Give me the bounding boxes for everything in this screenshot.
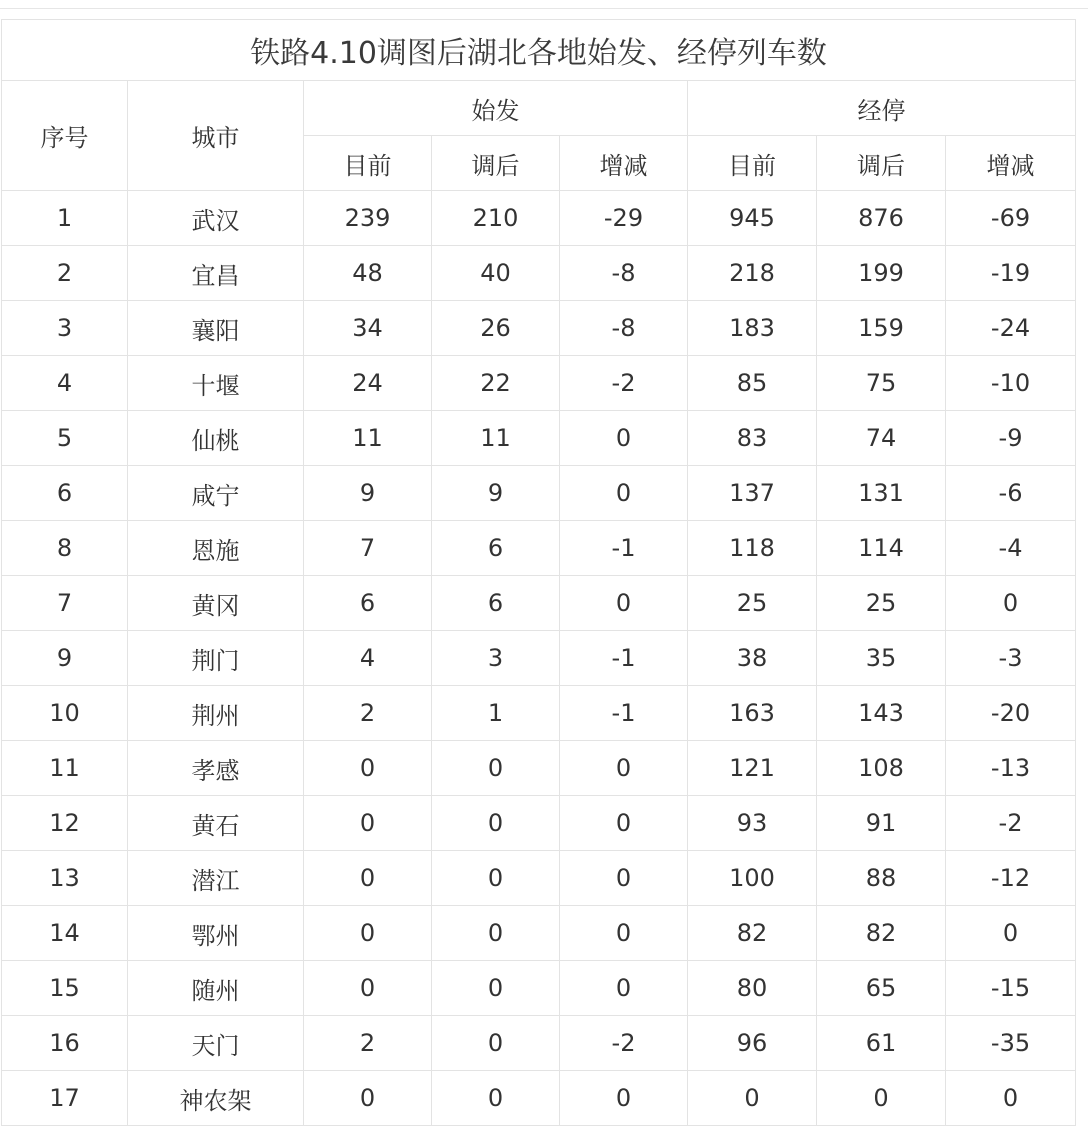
header-origin-current: 目前	[304, 136, 432, 191]
header-stop-current: 目前	[688, 136, 817, 191]
cell-origin-after: 3	[432, 631, 560, 686]
cell-city: 襄阳	[128, 301, 304, 356]
cell-stop-current: 96	[688, 1016, 817, 1071]
table-row	[2, 741, 1076, 796]
table-row	[2, 796, 1076, 851]
header-group-stop: 经停	[688, 81, 1076, 136]
cell-origin-change: -1	[560, 521, 688, 576]
cell-origin-current: 239	[304, 191, 432, 246]
cell-city: 鄂州	[128, 906, 304, 961]
table-row	[2, 631, 1076, 686]
cell-index: 16	[2, 1016, 128, 1071]
cell-origin-change: 0	[560, 411, 688, 466]
cell-origin-current: 2	[304, 686, 432, 741]
cell-origin-after: 6	[432, 576, 560, 631]
cell-origin-current: 0	[304, 741, 432, 796]
cell-stop-current: 183	[688, 301, 817, 356]
cell-city: 神农架	[128, 1071, 304, 1126]
cell-stop-change: -24	[946, 301, 1076, 356]
cell-city: 潜江	[128, 851, 304, 906]
cell-index: 8	[2, 521, 128, 576]
cell-stop-after: 35	[817, 631, 946, 686]
cell-stop-current: 38	[688, 631, 817, 686]
cell-stop-after: 114	[817, 521, 946, 576]
cell-origin-after: 6	[432, 521, 560, 576]
cell-stop-after: 199	[817, 246, 946, 301]
cell-origin-change: -1	[560, 686, 688, 741]
cell-origin-after: 210	[432, 191, 560, 246]
cell-stop-change: -4	[946, 521, 1076, 576]
cell-origin-change: 0	[560, 851, 688, 906]
cell-stop-current: 118	[688, 521, 817, 576]
title-row	[2, 20, 1076, 81]
cell-index: 2	[2, 246, 128, 301]
top-divider	[0, 8, 1088, 9]
table-row	[2, 851, 1076, 906]
cell-index: 15	[2, 961, 128, 1016]
cell-stop-change: -2	[946, 796, 1076, 851]
cell-stop-change: -3	[946, 631, 1076, 686]
cell-origin-current: 6	[304, 576, 432, 631]
cell-stop-current: 82	[688, 906, 817, 961]
header-stop-change: 增减	[946, 136, 1076, 191]
cell-stop-after: 74	[817, 411, 946, 466]
cell-origin-after: 0	[432, 851, 560, 906]
table-row	[2, 1016, 1076, 1071]
cell-stop-current: 100	[688, 851, 817, 906]
cell-city: 天门	[128, 1016, 304, 1071]
cell-origin-after: 0	[432, 961, 560, 1016]
cell-city: 黄冈	[128, 576, 304, 631]
cell-stop-current: 218	[688, 246, 817, 301]
cell-stop-current: 163	[688, 686, 817, 741]
header-origin-change: 增减	[560, 136, 688, 191]
cell-city: 武汉	[128, 191, 304, 246]
cell-stop-after: 0	[817, 1071, 946, 1126]
cell-city: 孝感	[128, 741, 304, 796]
cell-origin-current: 0	[304, 796, 432, 851]
cell-stop-current: 945	[688, 191, 817, 246]
cell-origin-change: -2	[560, 1016, 688, 1071]
header-group-row	[2, 81, 1076, 136]
cell-stop-after: 65	[817, 961, 946, 1016]
table-row	[2, 576, 1076, 631]
header-stop-after: 调后	[817, 136, 946, 191]
cell-stop-current: 121	[688, 741, 817, 796]
cell-city: 荆州	[128, 686, 304, 741]
cell-city: 宜昌	[128, 246, 304, 301]
cell-origin-current: 11	[304, 411, 432, 466]
cell-stop-after: 876	[817, 191, 946, 246]
cell-city: 十堰	[128, 356, 304, 411]
cell-origin-current: 0	[304, 906, 432, 961]
cell-origin-current: 7	[304, 521, 432, 576]
cell-stop-after: 61	[817, 1016, 946, 1071]
table-row	[2, 961, 1076, 1016]
cell-stop-after: 91	[817, 796, 946, 851]
cell-origin-after: 1	[432, 686, 560, 741]
cell-origin-change: -1	[560, 631, 688, 686]
cell-city: 随州	[128, 961, 304, 1016]
cell-stop-current: 0	[688, 1071, 817, 1126]
header-origin-after: 调后	[432, 136, 560, 191]
cell-index: 10	[2, 686, 128, 741]
cell-stop-change: -35	[946, 1016, 1076, 1071]
cell-stop-change: -12	[946, 851, 1076, 906]
cell-origin-change: 0	[560, 466, 688, 521]
cell-origin-after: 11	[432, 411, 560, 466]
table-row	[2, 246, 1076, 301]
table-row	[2, 521, 1076, 576]
cell-stop-current: 85	[688, 356, 817, 411]
table-row	[2, 906, 1076, 961]
cell-city: 黄石	[128, 796, 304, 851]
cell-origin-current: 34	[304, 301, 432, 356]
cell-index: 7	[2, 576, 128, 631]
cell-origin-change: 0	[560, 961, 688, 1016]
cell-origin-after: 0	[432, 741, 560, 796]
cell-origin-after: 0	[432, 1071, 560, 1126]
cell-origin-after: 40	[432, 246, 560, 301]
cell-stop-current: 83	[688, 411, 817, 466]
cell-stop-change: -10	[946, 356, 1076, 411]
cell-stop-after: 75	[817, 356, 946, 411]
cell-origin-after: 0	[432, 906, 560, 961]
cell-origin-current: 0	[304, 961, 432, 1016]
cell-index: 13	[2, 851, 128, 906]
cell-origin-after: 0	[432, 1016, 560, 1071]
cell-index: 1	[2, 191, 128, 246]
table-row	[2, 301, 1076, 356]
cell-stop-after: 25	[817, 576, 946, 631]
cell-index: 9	[2, 631, 128, 686]
cell-stop-change: 0	[946, 576, 1076, 631]
cell-origin-current: 0	[304, 1071, 432, 1126]
cell-index: 17	[2, 1071, 128, 1126]
cell-origin-after: 22	[432, 356, 560, 411]
header-city: 城市	[128, 81, 304, 191]
cell-stop-after: 159	[817, 301, 946, 356]
table-row	[2, 1071, 1076, 1126]
cell-stop-current: 80	[688, 961, 817, 1016]
cell-stop-change: -13	[946, 741, 1076, 796]
cell-origin-after: 0	[432, 796, 560, 851]
cell-stop-change: -69	[946, 191, 1076, 246]
cell-origin-current: 24	[304, 356, 432, 411]
cell-origin-change: 0	[560, 1071, 688, 1126]
cell-origin-current: 9	[304, 466, 432, 521]
cell-stop-after: 82	[817, 906, 946, 961]
cell-index: 14	[2, 906, 128, 961]
cell-origin-change: 0	[560, 576, 688, 631]
cell-origin-change: 0	[560, 741, 688, 796]
cell-origin-change: -29	[560, 191, 688, 246]
cell-stop-change: -9	[946, 411, 1076, 466]
table-row	[2, 356, 1076, 411]
cell-stop-change: -20	[946, 686, 1076, 741]
table-row	[2, 191, 1076, 246]
cell-stop-current: 93	[688, 796, 817, 851]
cell-index: 5	[2, 411, 128, 466]
cell-city: 咸宁	[128, 466, 304, 521]
cell-city: 恩施	[128, 521, 304, 576]
cell-stop-after: 143	[817, 686, 946, 741]
cell-stop-after: 88	[817, 851, 946, 906]
cell-stop-change: 0	[946, 906, 1076, 961]
table-title: 铁路4.10调图后湖北各地始发、经停列车数	[2, 20, 1076, 81]
cell-origin-change: 0	[560, 906, 688, 961]
cell-origin-after: 26	[432, 301, 560, 356]
cell-stop-current: 25	[688, 576, 817, 631]
cell-stop-after: 108	[817, 741, 946, 796]
cell-stop-change: -19	[946, 246, 1076, 301]
table-row	[2, 411, 1076, 466]
cell-origin-change: -8	[560, 246, 688, 301]
table-row	[2, 686, 1076, 741]
train-count-table	[1, 19, 1076, 1126]
cell-city: 荆门	[128, 631, 304, 686]
cell-origin-change: 0	[560, 796, 688, 851]
cell-stop-change: -15	[946, 961, 1076, 1016]
cell-stop-change: -6	[946, 466, 1076, 521]
cell-index: 11	[2, 741, 128, 796]
cell-origin-current: 48	[304, 246, 432, 301]
cell-origin-change: -8	[560, 301, 688, 356]
header-index: 序号	[2, 81, 128, 191]
table-body	[2, 191, 1076, 1126]
header-group-origin: 始发	[304, 81, 688, 136]
cell-stop-current: 137	[688, 466, 817, 521]
cell-city: 仙桃	[128, 411, 304, 466]
cell-index: 6	[2, 466, 128, 521]
cell-index: 4	[2, 356, 128, 411]
cell-origin-change: -2	[560, 356, 688, 411]
cell-stop-change: 0	[946, 1071, 1076, 1126]
cell-origin-current: 0	[304, 851, 432, 906]
cell-origin-current: 4	[304, 631, 432, 686]
cell-index: 12	[2, 796, 128, 851]
cell-origin-after: 9	[432, 466, 560, 521]
cell-origin-current: 2	[304, 1016, 432, 1071]
cell-stop-after: 131	[817, 466, 946, 521]
table-row	[2, 466, 1076, 521]
cell-index: 3	[2, 301, 128, 356]
